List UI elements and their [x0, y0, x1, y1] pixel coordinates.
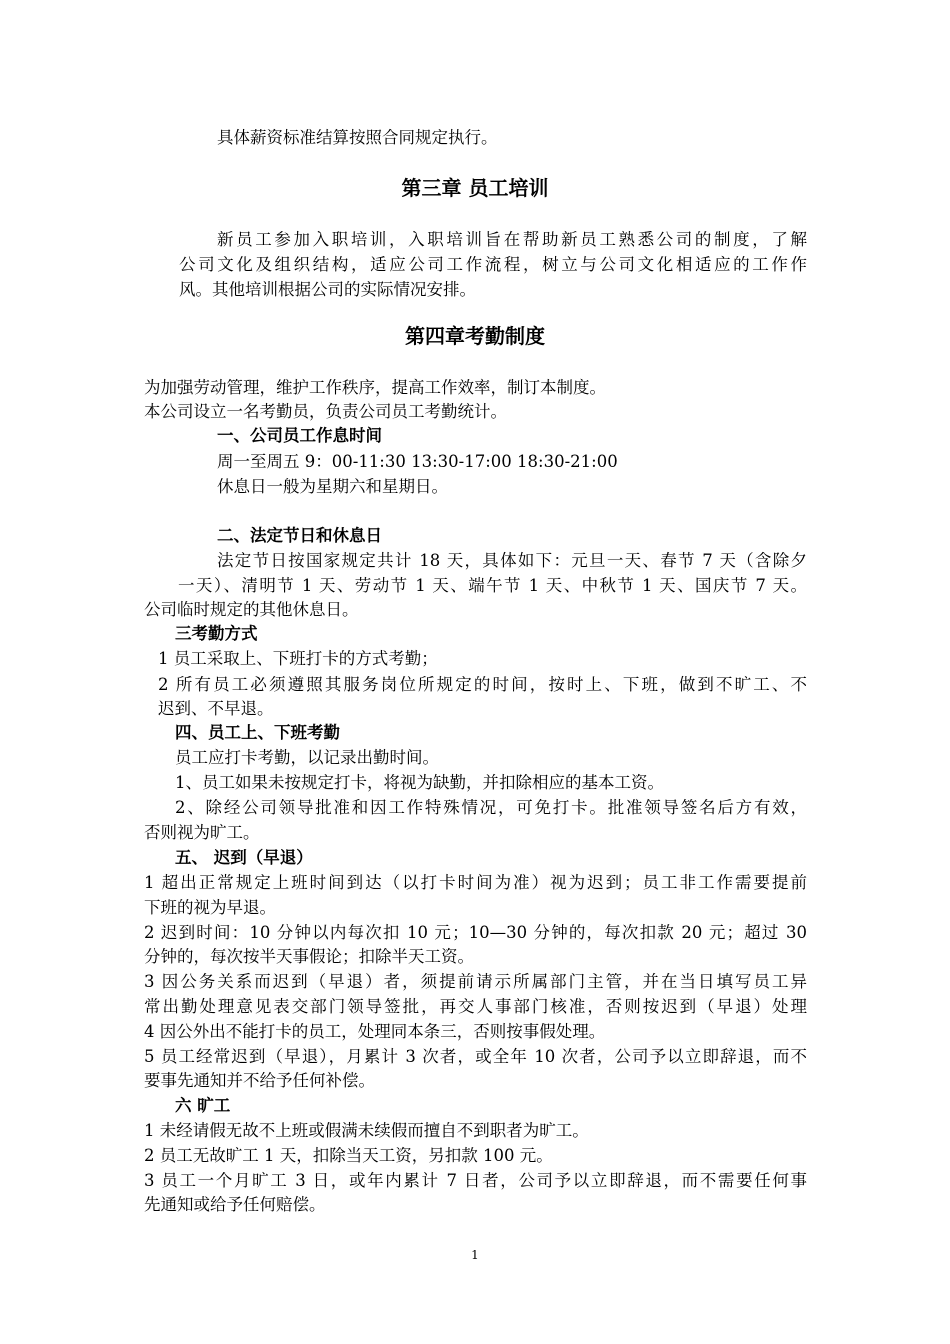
- paragraph-line: 4 因公外出不能打卡的员工，处理同本条三，否则按事假处理。: [144, 1022, 606, 1041]
- paragraph-line: 5 员工经常迟到（早退），月累计 3 次者，或全年 10 次者，公司予以立即辞退，而不: [144, 1047, 807, 1066]
- section-heading: 六 旷工: [175, 1096, 231, 1115]
- paragraph-line: 常出勤处理意见表交部门领导签批，再交人事部门核准，否则按迟到（早退）处理: [144, 997, 807, 1016]
- paragraph-line: 公司临时规定的其他休息日。: [144, 600, 359, 619]
- section-heading: 五、 迟到（早退）: [175, 848, 313, 867]
- paragraph-line: 公司文化及组织结构，适应公司工作流程，树立与公司文化相适应的工作作: [179, 255, 807, 274]
- paragraph-line: 2、除经公司领导批准和因工作特殊情况，可免打卡。批准领导签名后方有效，: [175, 798, 807, 817]
- chapter-heading: 第四章考勤制度: [405, 324, 545, 348]
- paragraph-line: 2 迟到时间：10 分钟以内每次扣 10 元；10—30 分钟的，每次扣款 20 元；超过 30: [144, 923, 807, 942]
- section-heading: 一、公司员工作息时间: [217, 426, 382, 445]
- paragraph-line: 1 员工采取上、下班打卡的方式考勤；: [158, 649, 438, 668]
- paragraph-line: 否则视为旷工。: [144, 823, 260, 842]
- paragraph-line: 下班的视为早退。: [144, 898, 276, 917]
- paragraph-line: 法定节日按国家规定共计 18 天，具体如下：元旦一天、春节 7 天（含除夕: [217, 551, 807, 570]
- paragraph-line: 为加强劳动管理，维护工作秩序，提高工作效率，制订本制度。: [144, 378, 606, 397]
- section-heading: 三考勤方式: [175, 624, 258, 643]
- paragraph-line: 2 所有员工必须遵照其服务岗位所规定的时间，按时上、下班，做到不旷工、不: [158, 675, 807, 694]
- paragraph-line: 1 超出正常规定上班时间到达（以打卡时间为准）视为迟到；员工非工作需要提前: [144, 873, 807, 892]
- paragraph-line: 3 因公务关系而迟到（早退）者，须提前请示所属部门主管，并在当日填写员工异: [144, 972, 807, 991]
- paragraph-line: 具体薪资标准结算按照合同规定执行。: [217, 128, 498, 147]
- paragraph-line: 1 未经请假无故不上班或假满未续假而擅自不到职者为旷工。: [144, 1121, 589, 1140]
- paragraph-line: 员工应打卡考勤，以记录出勤时间。: [175, 748, 439, 767]
- paragraph-line: 风。其他培训根据公司的实际情况安排。: [179, 280, 476, 299]
- paragraph-line: 3 员工一个月旷工 3 日，或年内累计 7 日者，公司予以立即辞退，而不需要任何事: [144, 1171, 807, 1190]
- page-number: 1: [471, 1248, 479, 1262]
- section-heading: 四、员工上、下班考勤: [175, 723, 340, 742]
- paragraph-line: 分钟的，每次按半天事假论；扣除半天工资。: [144, 947, 474, 966]
- paragraph-line: 一天）、清明节 1 天、劳动节 1 天、端午节 1 天、中秋节 1 天、国庆节 7 天。: [178, 576, 807, 595]
- paragraph-line: 2 员工无故旷工 1 天，扣除当天工资，另扣款 100 元。: [144, 1146, 553, 1165]
- paragraph-line: 本公司设立一名考勤员，负责公司员工考勤统计。: [144, 402, 507, 421]
- chapter-heading: 第三章 员工培训: [401, 176, 549, 200]
- paragraph-line: 先通知或给予任何赔偿。: [144, 1195, 326, 1214]
- paragraph-line: 1、员工如果未按规定打卡，将视为缺勤，并扣除相应的基本工资。: [175, 773, 664, 792]
- paragraph-line: 休息日一般为星期六和星期日。: [217, 477, 448, 496]
- paragraph-line: 迟到、不早退。: [158, 699, 274, 718]
- section-heading: 二、法定节日和休息日: [217, 526, 382, 545]
- paragraph-line: 新员工参加入职培训，入职培训旨在帮助新员工熟悉公司的制度，了解: [217, 230, 807, 249]
- paragraph-line: 要事先通知并不给予任何补偿。: [144, 1071, 375, 1090]
- paragraph-line: 周一至周五 9：00-11:30 13:30-17:00 18:30-21:00: [217, 452, 618, 471]
